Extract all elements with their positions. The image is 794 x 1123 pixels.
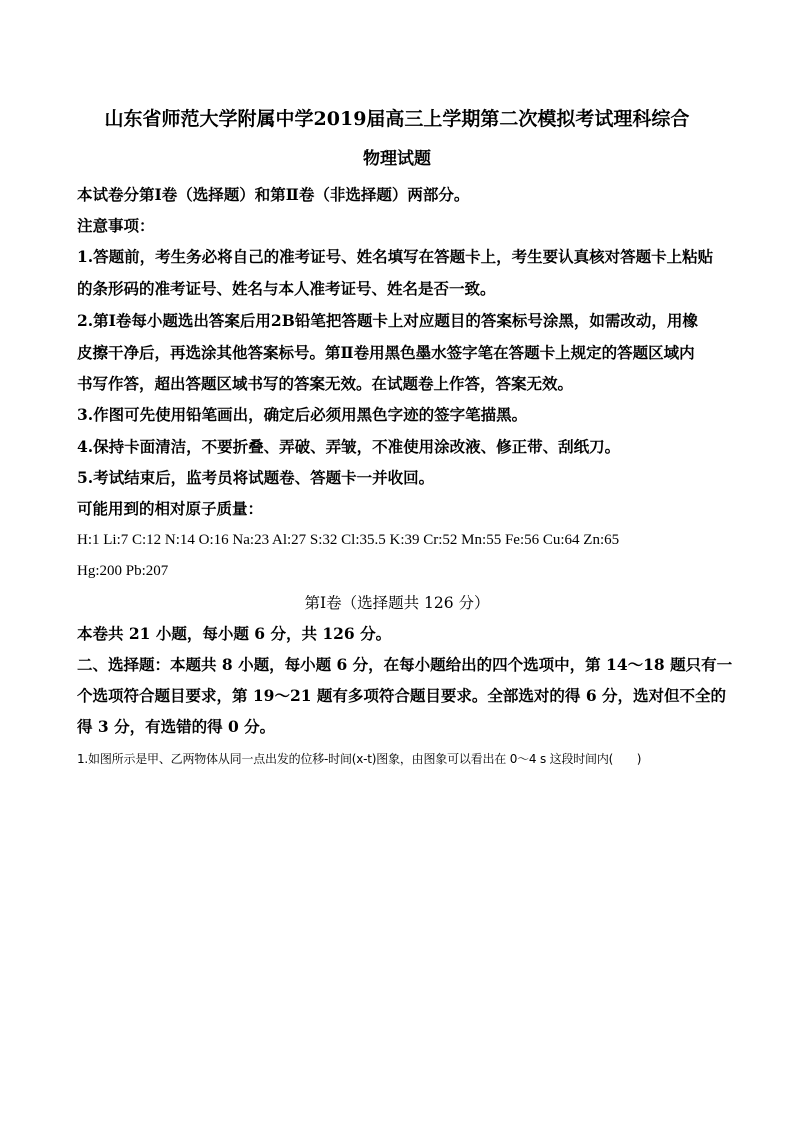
part-two-line: 二、选择题：本题共 8 小题，每小题 6 分，在每小题给出的四个选项中，第 14～18 题只有一	[77, 655, 733, 674]
notice-line: 5.考试结束后，监考员将试题卷、答题卡一并收回。	[77, 468, 435, 487]
section-title: 第Ⅰ卷（选择题共 126 分）	[304, 594, 490, 612]
notice-line: 3.作图可先使用铅笔画出，确定后必须用黑色字迹的签字笔描黑。	[77, 405, 528, 424]
notice-line: 2.第Ⅰ卷每小题选出答案后用2B铅笔把答题卡上对应题目的答案标号涂黑，如需改动，用橡	[77, 311, 698, 330]
notice-line: 4.保持卡面清洁，不要折叠、弄破、弄皱，不准使用涂改液、修正带、刮纸刀。	[77, 437, 621, 456]
notice-line: 的条形码的准考证号、姓名与本人准考证号、姓名是否一致。	[77, 279, 496, 298]
notice-line: 皮擦干净后，再选涂其他答案标号。第Ⅱ卷用黑色墨水签字笔在答题卡上规定的答题区域内	[77, 343, 695, 362]
notice-line: 1.答题前，考生务必将自己的准考证号、姓名填写在答题卡上，考生要认真核对答题卡上粘贴	[77, 247, 714, 266]
section-description: 本卷共 21 小题，每小题 6 分，共 126 分。	[77, 624, 392, 643]
atomic-mass-values: Hg:200 Pb:207	[77, 563, 169, 579]
page-title: 山东省师范大学附属中学2019届高三上学期第二次模拟考试理科综合	[104, 108, 690, 130]
part-two-line: 个选项符合题目要求，第 19～21 题有多项符合题目要求。全部选对的得 6 分，选对但不全的	[77, 686, 727, 705]
notice-line: 书写作答，超出答题区域书写的答案无效。在试题卷上作答，答案无效。	[77, 374, 574, 393]
part-two-line: 得 3 分，有选错的得 0 分。	[77, 717, 276, 736]
page-subtitle: 物理试题	[363, 149, 431, 169]
atomic-mass-values: H:1 Li:7 C:12 N:14 O:16 Na:23 Al:27 S:32 Cl:35.5 K:39 Cr:52 Mn:55 Fe:56 Cu:64 Zn:65	[77, 532, 620, 548]
question-1: 1.如图所示是甲、乙两物体从同一点出发的位移-时间(x-t)图象，由图象可以看出在 0～4 s 这段时间内( )	[77, 752, 642, 766]
atomic-mass-heading: 可能用到的相对原子质量：	[77, 499, 264, 518]
intro-text: 本试卷分第Ⅰ卷（选择题）和第Ⅱ卷（非选择题）两部分。	[77, 185, 470, 204]
notice-heading: 注意事项：	[77, 216, 155, 235]
